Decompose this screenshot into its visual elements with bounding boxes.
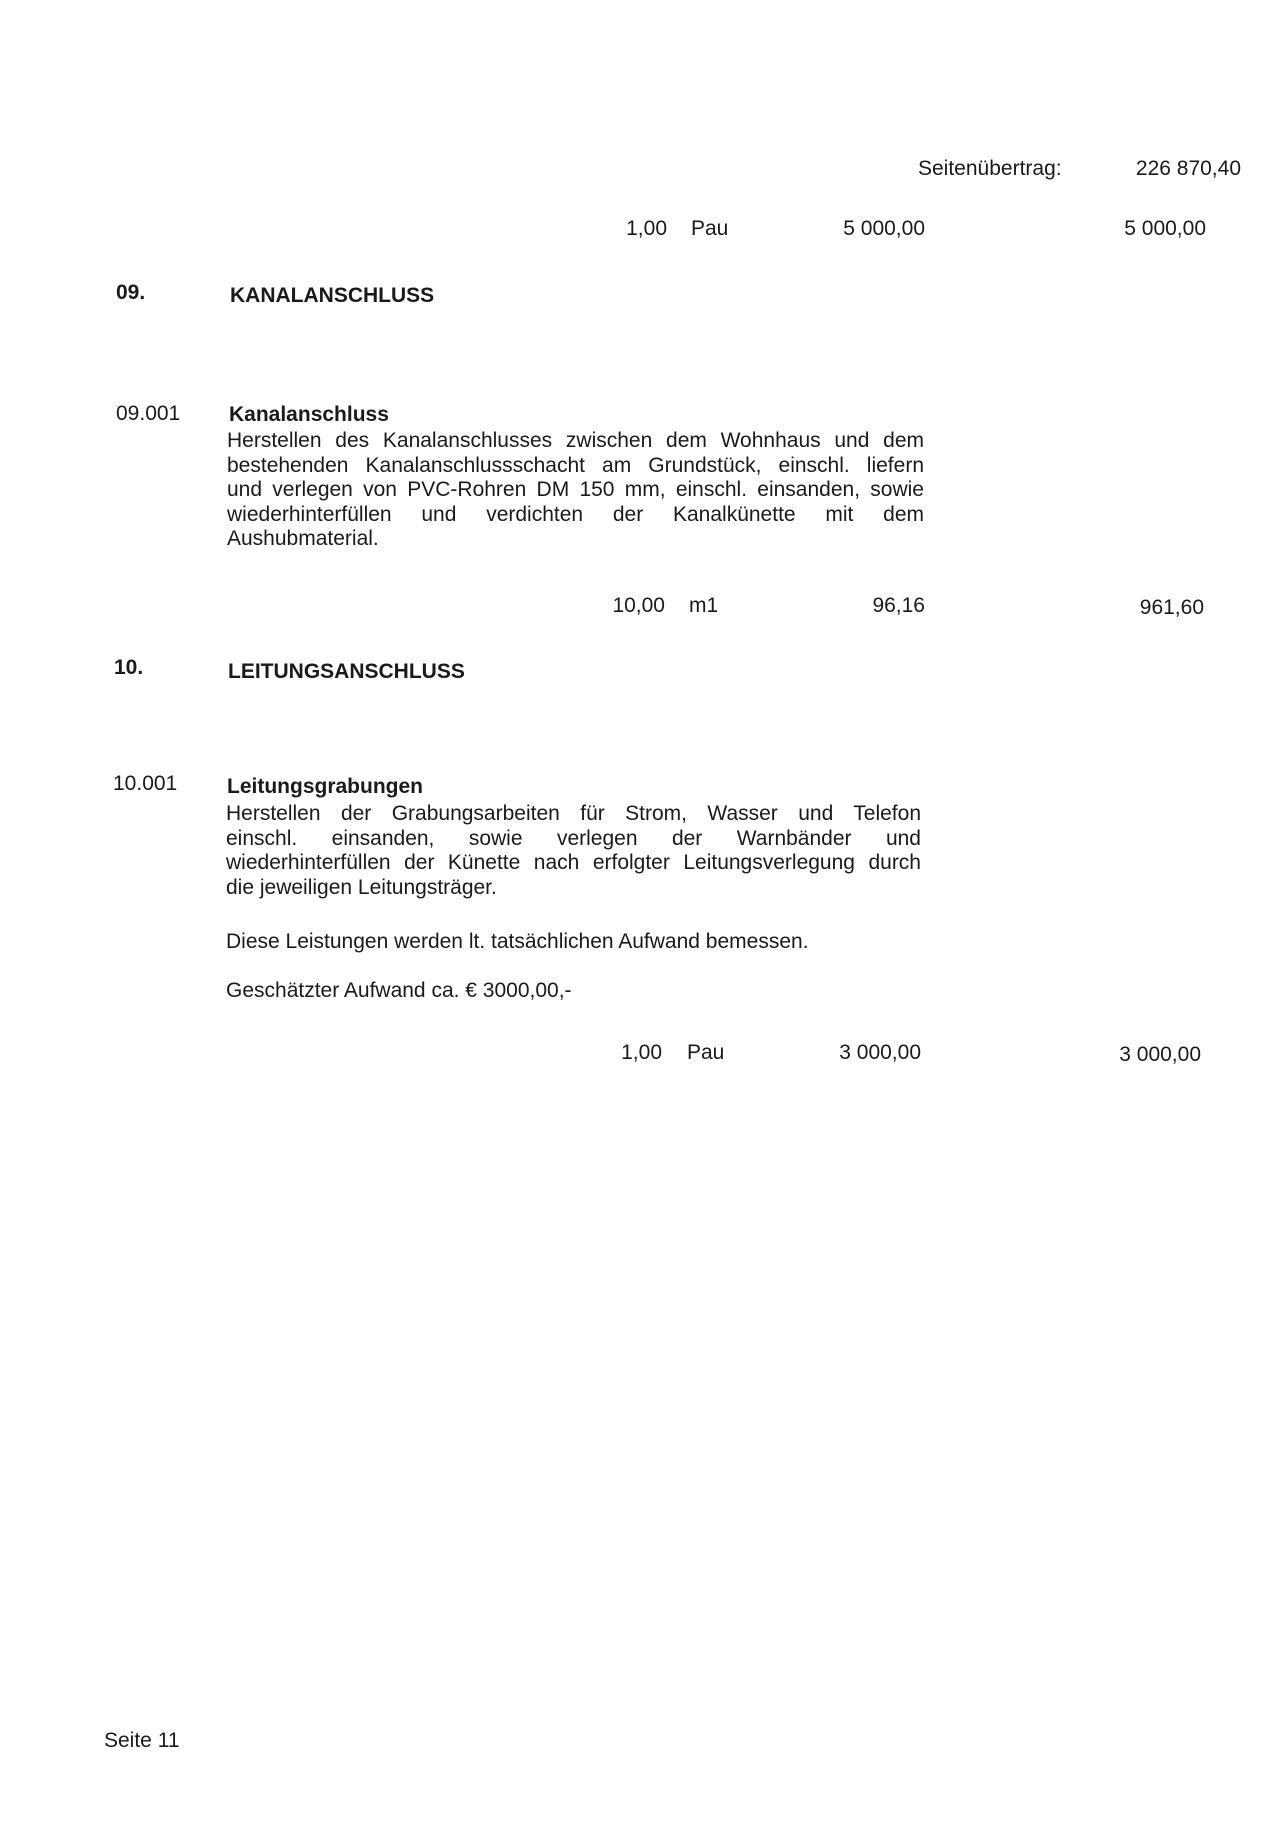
item-number: 09.001 [116, 402, 181, 425]
desc-line: Herstellen der Grabungsarbeiten für Strom, Wasser und Telefon [226, 802, 921, 825]
item-description [227, 429, 924, 552]
item-unit: Pau [687, 1041, 725, 1064]
item-unit-price: 96,16 [872, 594, 925, 617]
desc-line: bestehenden Kanalanschlussschacht am Grundstück, einschl. liefern [227, 453, 924, 477]
item-total: 961,60 [1139, 596, 1204, 619]
section-number: 10. [114, 656, 144, 679]
item-unit-price: 3 000,00 [839, 1041, 921, 1064]
desc-line: einschl. einsanden, sowie verlegen der Warnbänder und [226, 826, 921, 850]
item-qty: 10,00 [612, 594, 665, 617]
prev-unit: Pau [691, 217, 729, 240]
page-number: Seite 11 [104, 1729, 180, 1752]
desc-line: Aushubmaterial. [227, 527, 379, 550]
item-note: Diese Leistungen werden lt. tatsächlichen Aufwand bemessen. [226, 930, 809, 953]
carry-over-label: Seitenübertrag: [918, 157, 1062, 180]
carry-over-value: 226 870,40 [1135, 157, 1241, 180]
item-title: Kanalanschluss [229, 403, 389, 426]
section-number: 09. [116, 281, 146, 304]
prev-unit-price: 5 000,00 [843, 217, 925, 240]
item-qty: 1,00 [621, 1041, 662, 1064]
item-total: 3 000,00 [1119, 1043, 1201, 1066]
item-note: Geschätzter Aufwand ca. € 3000,00,- [226, 979, 572, 1002]
desc-line: und verlegen von PVC-Rohren DM 150 mm, einschl. einsanden, sowie [227, 478, 924, 501]
desc-line: wiederhinterfüllen und verdichten der Kanalkünette mit dem [227, 502, 924, 526]
prev-qty: 1,00 [626, 217, 667, 240]
item-number: 10.001 [113, 772, 178, 795]
item-description [226, 802, 921, 900]
prev-total: 5 000,00 [1124, 217, 1206, 240]
item-title: Leitungsgrabungen [227, 775, 423, 798]
desc-line: wiederhinterfüllen der Künette nach erfolgter Leitungsverlegung durch [226, 851, 921, 874]
desc-line: Herstellen des Kanalanschlusses zwischen dem Wohnhaus und dem [227, 429, 924, 452]
section-title: KANALANSCHLUSS [230, 284, 435, 307]
desc-line: die jeweiligen Leitungsträger. [226, 875, 497, 899]
item-unit: m1 [689, 594, 719, 617]
section-title: LEITUNGSANSCHLUSS [228, 660, 465, 683]
